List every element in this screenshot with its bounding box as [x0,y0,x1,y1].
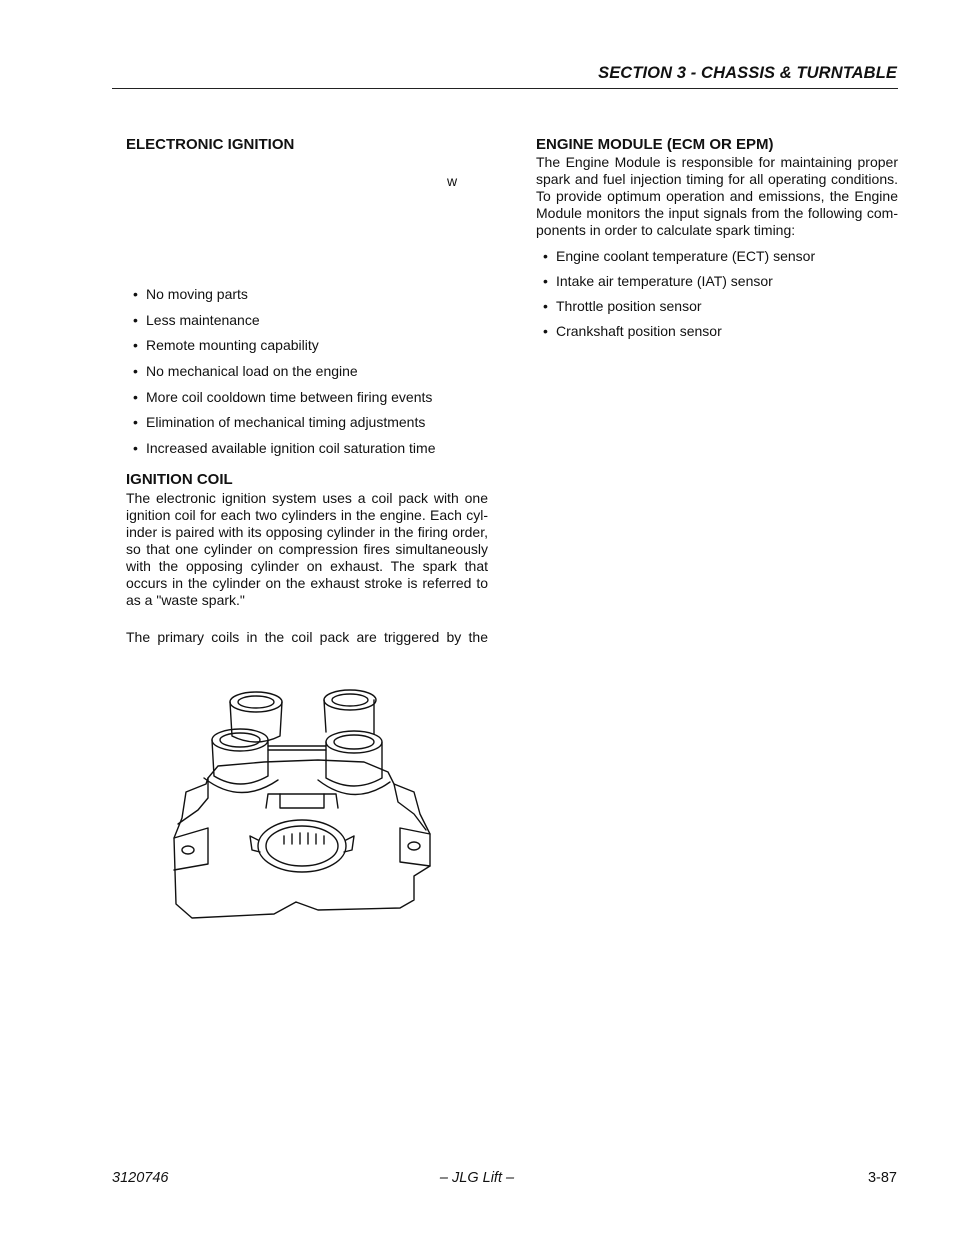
electronic-ignition-heading: ELECTRONIC IGNITION [126,136,295,153]
list-item: • Intake air temperature (IAT) sensor [536,273,898,290]
ignition-coil-paragraph-2: The primary coils in the coil pack are triggered by the [126,629,488,645]
coil-pack-illustration [168,688,434,920]
stray-character: w [447,173,458,189]
ignition-coil-paragraph: The electronic ignition system uses a coil pack with one ignition coil for each two cylinders in the engine. Each cyl-inder is paired with its opposing cylinder in the firing order, so that one cylinder on compression fires simultaneously with the opposing cylinder on exhaust. The spark that occurs in the cylinder on the exhaust stroke is referred to as a "waste spark." [126,490,488,608]
footer-publisher: – JLG Lift – [439,1170,515,1186]
list-item: • No mechanical load on the engine [126,363,488,380]
section-title: SECTION 3 - CHASSIS & TURNTABLE [598,64,897,82]
list-item: • Elimination of mechanical timing adjustments [126,414,488,431]
right-column [536,136,898,348]
list-item: • Throttle position sensor [536,298,898,315]
left-column [126,136,488,645]
engine-module-paragraph: The Engine Module is responsible for maintaining proper spark and fuel injection timing for all operating conditions. To provide optimum operation and emissions, the Engine Module monitors the input signals from the following com-ponents in order to calculate spark timing: [536,154,898,238]
list-item: • No moving parts [126,286,488,303]
list-item: • Remote mounting capability [126,337,488,354]
list-item: • Increased available ignition coil saturation time [126,440,488,457]
footer-doc-number: 3120746 [112,1170,169,1186]
list-item: • Less maintenance [126,312,488,329]
footer-page-number: 3-87 [867,1170,897,1186]
benefits-list [126,286,488,466]
list-item: • More coil cooldown time between firing events [126,389,488,406]
ignition-coil-heading: IGNITION COIL [126,471,233,488]
sensor-list [536,248,898,340]
header-rule [112,88,898,89]
list-item: • Engine coolant temperature (ECT) sensor [536,248,898,265]
engine-module-heading: ENGINE MODULE (ECM OR EPM) [536,136,774,153]
list-item: • Crankshaft position sensor [536,323,898,340]
